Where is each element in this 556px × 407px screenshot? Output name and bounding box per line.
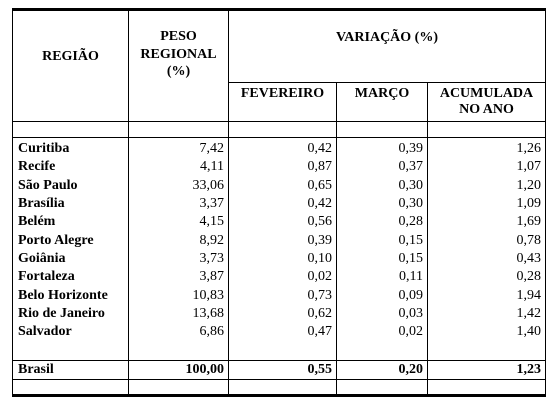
post-total-rule: [12, 379, 546, 380]
row-acumulada: 1,69: [516, 214, 541, 229]
row-marco: 0,39: [398, 141, 423, 156]
row-peso: 4,15: [199, 214, 224, 229]
row-peso: 10,83: [192, 288, 224, 303]
header-acumulada-line1: ACUMULADA: [439, 86, 534, 101]
row-marco: 0,02: [398, 324, 423, 339]
row-fevereiro: 0,42: [307, 196, 332, 211]
left-border: [12, 8, 13, 397]
row-acumulada: 1,07: [516, 159, 541, 174]
row-peso: 3,87: [199, 269, 224, 284]
row-peso: 33,06: [192, 178, 224, 193]
row-regiao: Salvador: [18, 324, 72, 339]
row-regiao: Belém: [18, 214, 56, 229]
row-regiao: São Paulo: [18, 178, 78, 193]
total-peso: 100,00: [185, 362, 224, 377]
row-fevereiro: 0,10: [307, 251, 332, 266]
row-regiao: Brasília: [18, 196, 65, 211]
row-regiao: Rio de Janeiro: [18, 306, 105, 321]
row-peso: 3,73: [199, 251, 224, 266]
row-acumulada: 1,26: [516, 141, 541, 156]
row-regiao: Porto Alegre: [18, 233, 94, 248]
row-acumulada: 0,28: [516, 269, 541, 284]
row-acumulada: 1,40: [516, 324, 541, 339]
row-fevereiro: 0,42: [307, 141, 332, 156]
header-bottom-rule: [12, 121, 546, 122]
row-regiao: Curitiba: [18, 141, 70, 156]
row-peso: 8,92: [199, 233, 224, 248]
row-marco: 0,30: [398, 196, 423, 211]
row-regiao: Goiânia: [18, 251, 66, 266]
variacao-underline: [229, 82, 546, 83]
row-acumulada: 0,78: [516, 233, 541, 248]
row-fevereiro: 0,02: [307, 269, 332, 284]
header-fevereiro: FEVEREIRO: [240, 86, 325, 101]
total-acumulada: 1,23: [516, 362, 541, 377]
row-acumulada: 1,42: [516, 306, 541, 321]
row-regiao: Fortaleza: [18, 269, 75, 284]
row-regiao: Belo Horizonte: [18, 288, 108, 303]
row-peso: 6,86: [199, 324, 224, 339]
row-fevereiro: 0,39: [307, 233, 332, 248]
row-marco: 0,09: [398, 288, 423, 303]
row-peso: 3,37: [199, 196, 224, 211]
header-acumulada-line2: NO ANO: [459, 102, 514, 117]
row-acumulada: 1,94: [516, 288, 541, 303]
header-peso-line2: REGIONAL: [140, 47, 217, 62]
row-marco: 0,28: [398, 214, 423, 229]
row-fevereiro: 0,87: [307, 159, 332, 174]
row-acumulada: 0,43: [516, 251, 541, 266]
total-fevereiro: 0,55: [307, 362, 332, 377]
blank-row-rule: [12, 137, 546, 138]
row-fevereiro: 0,65: [307, 178, 332, 193]
total-regiao: Brasil: [18, 362, 54, 377]
row-regiao: Recife: [18, 159, 56, 174]
header-marco: MARÇO: [354, 86, 410, 101]
pre-total-rule: [12, 360, 546, 361]
row-marco: 0,30: [398, 178, 423, 193]
row-fevereiro: 0,56: [307, 214, 332, 229]
row-peso: 7,42: [199, 141, 224, 156]
row-marco: 0,15: [398, 251, 423, 266]
row-marco: 0,11: [399, 269, 423, 284]
row-acumulada: 1,09: [516, 196, 541, 211]
row-marco: 0,15: [398, 233, 423, 248]
row-marco: 0,03: [398, 306, 423, 321]
right-border: [545, 8, 546, 397]
row-marco: 0,37: [398, 159, 423, 174]
bottom-border: [12, 394, 546, 397]
header-variacao: VARIAÇÃO (%): [335, 30, 439, 45]
row-peso: 13,68: [192, 306, 224, 321]
total-marco: 0,20: [398, 362, 423, 377]
header-peso-line1: PESO: [160, 29, 197, 44]
row-peso: 4,11: [200, 159, 224, 174]
row-fevereiro: 0,73: [307, 288, 332, 303]
row-fevereiro: 0,47: [307, 324, 332, 339]
top-border: [12, 8, 546, 11]
row-fevereiro: 0,62: [307, 306, 332, 321]
header-regiao: REGIÃO: [42, 49, 99, 64]
row-acumulada: 1,20: [516, 178, 541, 193]
header-peso-line3: (%): [166, 64, 191, 79]
